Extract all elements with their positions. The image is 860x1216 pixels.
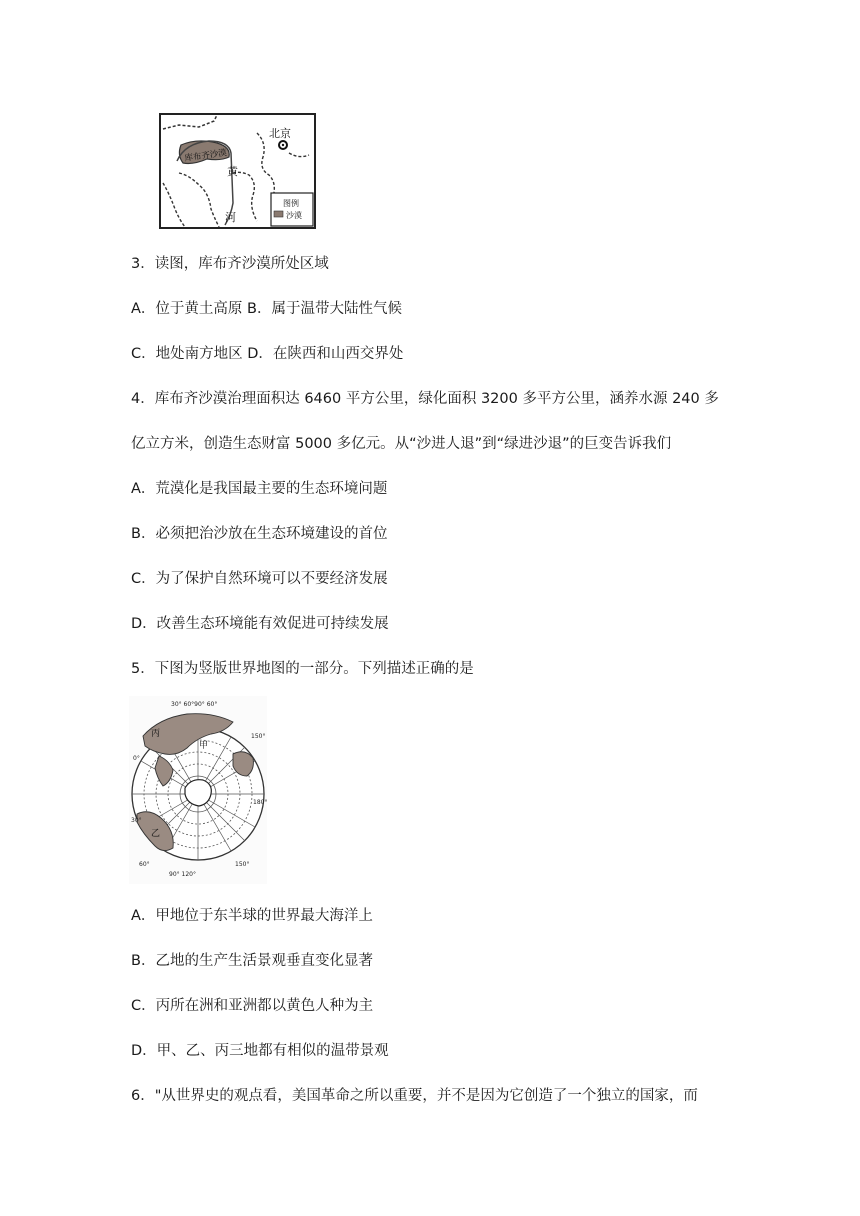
q6-stem-line1: 6．"从世界史的观点看，美国革命之所以重要，并不是因为它创造了一个独立的国家，而 [131, 1088, 698, 1104]
river-label: 河 [225, 211, 236, 224]
degree-60: 60° [139, 861, 150, 868]
degree-30: 30° [131, 817, 142, 824]
label-bing: 丙 [151, 729, 161, 739]
q4-option-b: B．必须把治沙放在生态环境建设的首位 [131, 526, 388, 542]
degree-150-bottom: 150° [235, 861, 250, 868]
q3-options-cd: C．地处南方地区 D．在陕西和山西交界处 [131, 346, 404, 362]
legend-swatch [274, 211, 283, 217]
q5-option-c: C．丙所在洲和亚洲都以黄色人种为主 [131, 998, 374, 1014]
q5-stem: 5．下图为竖版世界地图的一部分。下列描述正确的是 [131, 661, 474, 677]
q5-option-d: D．甲、乙、丙三地都有相似的温带景观 [131, 1043, 389, 1059]
q3-stem: 3．读图，库布齐沙漠所处区域 [131, 256, 329, 272]
legend-item: 沙漠 [286, 211, 302, 220]
q4-stem-line2: 亿立方米，创造生态财富 5000 多亿元。从“沙进人退”到“绿进沙退”的巨变告诉我们 [131, 436, 672, 452]
q3-options-ab: A．位于黄土高原 B．属于温带大陆性气候 [131, 301, 402, 317]
q4-option-c: C．为了保护自然环境可以不要经济发展 [131, 571, 388, 587]
q4-stem-line1: 4．库布齐沙漠治理面积达 6460 平方公里，绿化面积 3200 多平方公里，涵养水源 240 多 [131, 391, 719, 407]
q4-option-a: A．荒漠化是我国最主要的生态环境问题 [131, 481, 388, 497]
map-legend [271, 193, 313, 226]
beijing-label: 北京 [269, 127, 291, 140]
degree-bottom: 90° 120° [169, 871, 196, 878]
q4-option-d: D．改善生态环境能有效促进可持续发展 [131, 616, 389, 632]
desert-label: 库布齐沙漠 [184, 148, 228, 164]
label-yi: 乙 [151, 829, 161, 839]
q5-option-a: A．甲地位于东半球的世界最大海洋上 [131, 908, 373, 924]
polar-world-map [129, 696, 267, 884]
desert-location-map [159, 113, 316, 229]
legend-title: 图例 [283, 199, 299, 208]
degree-0: 0° [133, 755, 140, 762]
degree-180: 180° [253, 799, 267, 806]
antarctica-shape [185, 780, 211, 806]
yellow-label: 黄 [227, 165, 238, 178]
degree-top: 30° 60°90° 60° [171, 701, 218, 708]
q5-option-b: B．乙地的生产生活景观垂直变化显著 [131, 953, 373, 969]
degree-150: 150° [251, 733, 266, 740]
label-jia: 甲 [199, 741, 209, 751]
